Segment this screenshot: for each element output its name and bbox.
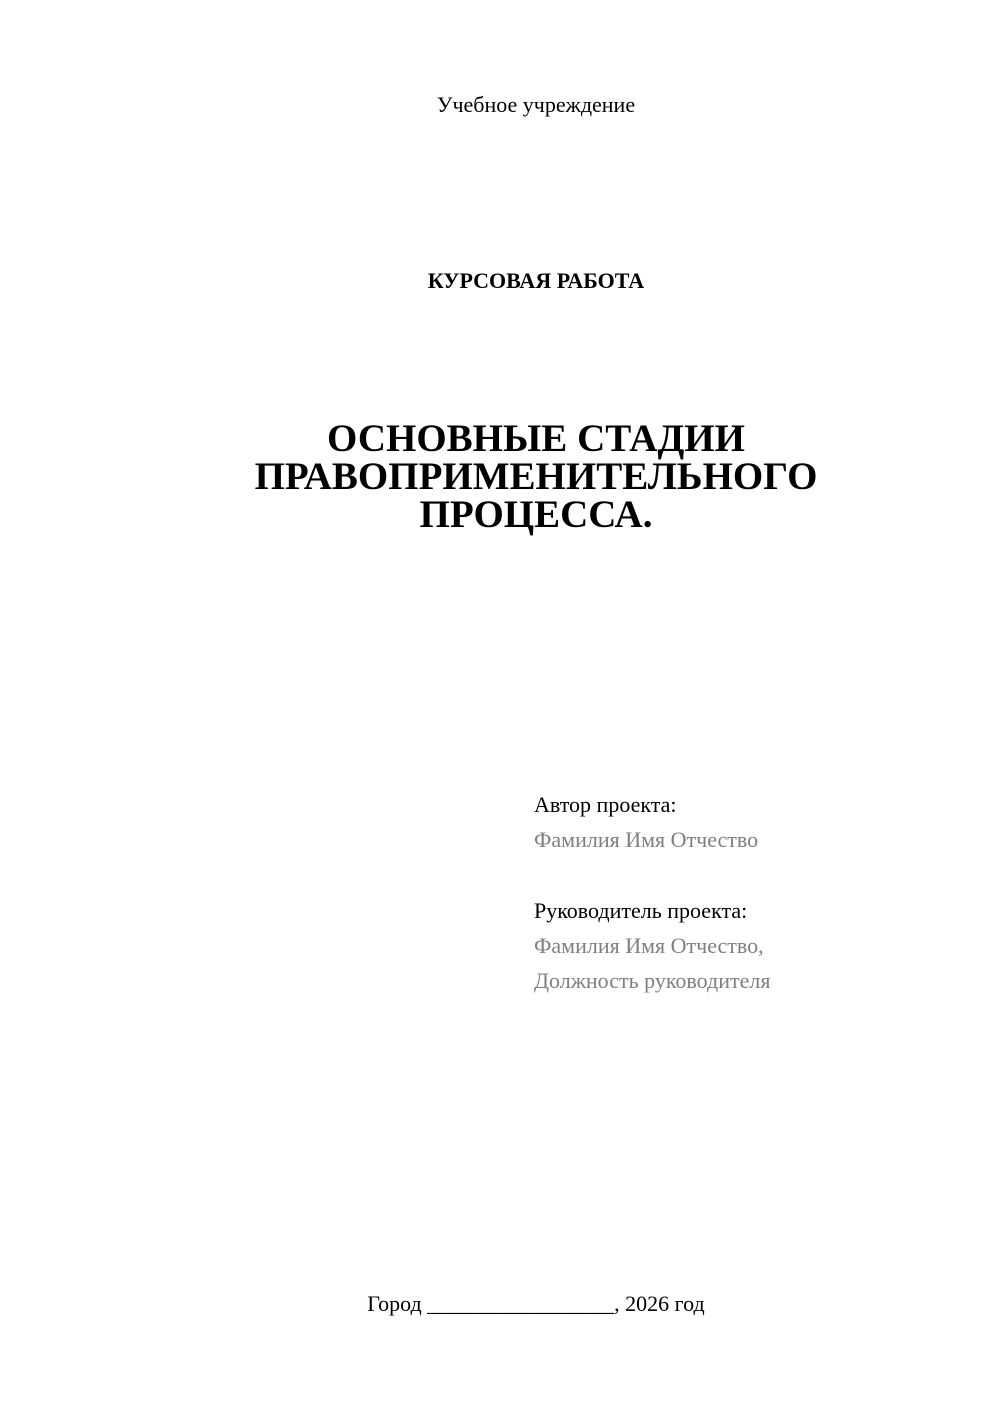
city-year-line: Город _________________, 2026 год xyxy=(367,1291,705,1316)
supervisor-label: Руководитель проекта: xyxy=(534,898,748,923)
spacer xyxy=(534,857,974,893)
author-label: Автор проекта: xyxy=(534,792,677,817)
institution-name: Учебное учреждение xyxy=(436,92,636,117)
project-info xyxy=(534,787,974,998)
supervisor-name: Фамилия Имя Отчество, xyxy=(534,933,764,958)
supervisor-position: Должность руководителя xyxy=(534,968,771,993)
document-title xyxy=(150,417,922,536)
title-line: ПРАВОПРИМЕНИТЕЛЬНОГО xyxy=(254,455,818,498)
title-line: ОСНОВНЫЕ СТАДИИ xyxy=(327,417,745,460)
title-line: ПРОЦЕССА. xyxy=(419,493,653,536)
author-name: Фамилия Имя Отчество xyxy=(534,827,759,852)
work-type-heading: КУРСОВАЯ РАБОТА xyxy=(427,268,645,293)
